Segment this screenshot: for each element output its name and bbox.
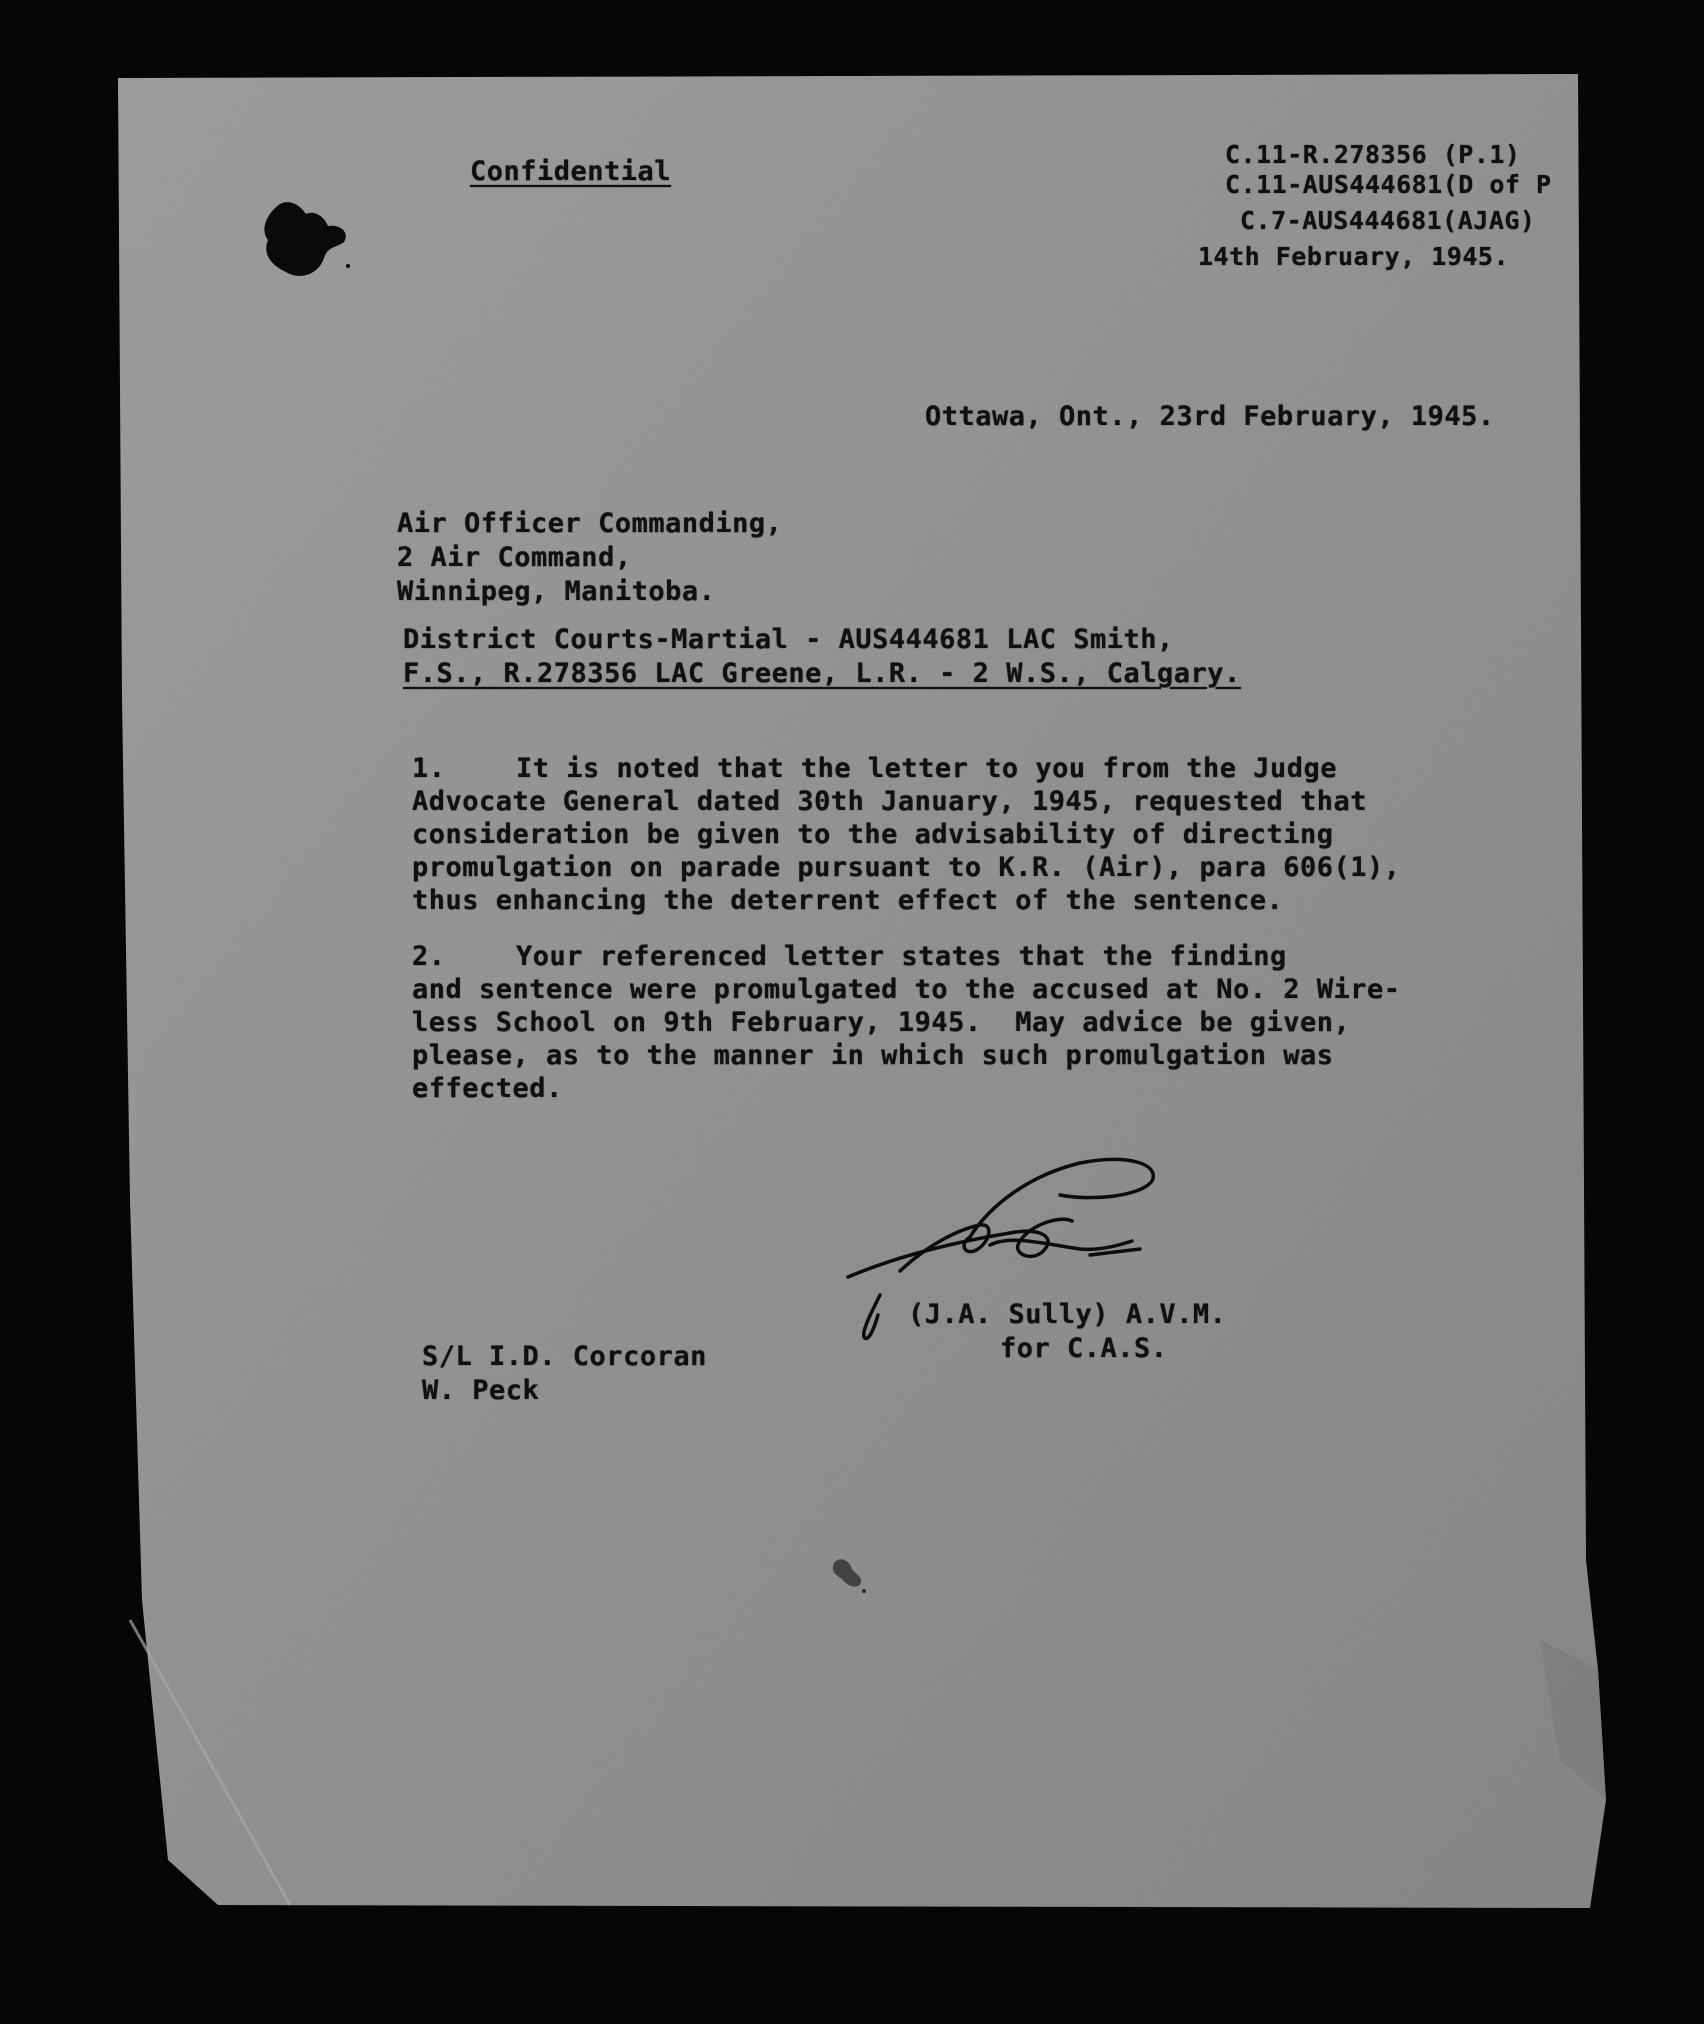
copy-recipient: S/L I.D. Corcoran — [422, 1341, 707, 1372]
copy-recipient: W. Peck — [422, 1375, 540, 1406]
paragraph-line: Advocate General dated 30th January, 1945, requested that — [412, 786, 1368, 817]
paragraph-line: It is noted that the letter to you from the Judge — [516, 753, 1338, 784]
paragraph-line: consideration be given to the advisability of directing — [412, 819, 1334, 850]
paragraph-line: Your referenced letter states that the finding — [516, 941, 1287, 972]
recipient-line: Winnipeg, Manitoba. — [397, 576, 716, 607]
file-reference-3: C.7-AUS444681(AJAG) — [1240, 206, 1536, 235]
file-reference-1: C.11-R.278356 (P.1) — [1225, 140, 1521, 169]
subject-line: District Courts-Martial - AUS444681 LAC Smith, — [403, 624, 1174, 655]
recipient-line: 2 Air Command, — [397, 542, 632, 573]
paragraph-number: 2. — [412, 941, 446, 972]
file-reference-2: C.11-AUS444681(D of P — [1225, 170, 1552, 199]
place-and-date: Ottawa, Ont., 23rd February, 1945. — [925, 401, 1495, 432]
paragraph-line: promulgation on parade pursuant to K.R. (Air), para 606(1), — [412, 852, 1401, 883]
signatory-name: (J.A. Sully) A.V.M. — [908, 1299, 1227, 1330]
paragraph-number: 1. — [412, 753, 446, 784]
recipient-line: Air Officer Commanding, — [397, 508, 783, 539]
smudge-mark — [820, 1545, 880, 1605]
paragraph-line: thus enhancing the deterrent effect of the sentence. — [412, 885, 1284, 916]
paragraph-line: effected. — [412, 1073, 563, 1104]
signatory-title: for C.A.S. — [1000, 1333, 1168, 1364]
subject-line: F.S., R.278356 LAC Greene, L.R. - 2 W.S., Calgary. — [403, 658, 1241, 689]
confidential-label: Confidential — [470, 156, 672, 187]
reference-date: 14th February, 1945. — [1198, 242, 1510, 271]
paragraph-line: and sentence were promulgated to the accused at No. 2 Wire- — [412, 974, 1401, 1005]
paragraph-line: less School on 9th February, 1945. May advice be given, — [412, 1007, 1351, 1038]
paragraph-line: please, as to the manner in which such promulgation was — [412, 1040, 1334, 1071]
handwritten-signature — [840, 1145, 1170, 1345]
